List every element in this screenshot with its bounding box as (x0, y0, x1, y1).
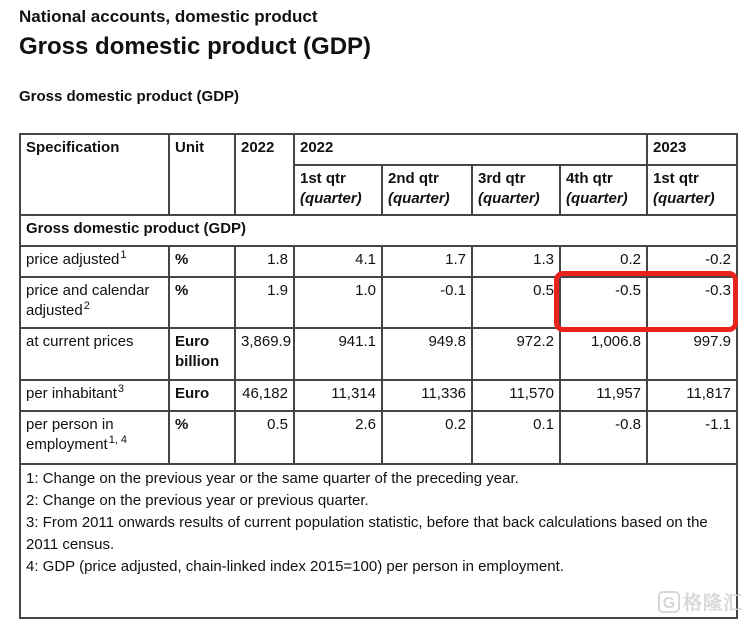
value-cell: -1.1 (647, 411, 737, 464)
row-unit: % (169, 277, 235, 328)
value-cell: -0.1 (382, 277, 472, 328)
quarter-header-q4-2022 (560, 165, 647, 215)
value-cell: 46,182 (235, 380, 294, 411)
value-cell: 0.5 (472, 277, 560, 328)
row-footnote-ref: 1 (120, 249, 127, 261)
footnotes-row (20, 464, 737, 618)
row-label (20, 277, 169, 328)
value-cell: 11,314 (294, 380, 382, 411)
row-label-text: price and calendar adjusted (26, 282, 150, 319)
quarter-label: 2nd qtr (388, 170, 439, 187)
value-cell: 11,570 (472, 380, 560, 411)
page-title: Gross domestic product (GDP) (19, 33, 372, 60)
quarter-header-q3-2022 (472, 165, 560, 215)
row-label (20, 411, 169, 464)
table-row-per-person-in-employment (20, 411, 737, 464)
value-cell: 11,336 (382, 380, 472, 411)
value-cell: 2.6 (294, 411, 382, 464)
unit-header: Unit (169, 134, 235, 215)
value-cell: 11,957 (560, 380, 647, 411)
value-cell: -0.2 (647, 246, 737, 277)
row-label-text: at current prices (26, 333, 134, 350)
quarter-header-q1-2022 (294, 165, 382, 215)
row-label (20, 328, 169, 380)
value-cell: 1,006.8 (560, 328, 647, 380)
quarter-sublabel: (quarter) (653, 190, 715, 207)
row-label (20, 380, 169, 411)
footnote-4: 4: GDP (price adjusted, chain-linked index 2015=100) per person in employment. (26, 558, 564, 575)
quarter-label: 1st qtr (653, 170, 699, 187)
row-unit: % (169, 411, 235, 464)
quarter-label: 4th qtr (566, 170, 613, 187)
year-group-2023: 2023 (647, 134, 737, 165)
table-subtitle: Gross domestic product (GDP) (19, 88, 240, 105)
row-footnote-ref: 2 (83, 300, 90, 312)
quarter-sublabel: (quarter) (566, 190, 628, 207)
value-cell: 1.0 (294, 277, 382, 328)
row-footnote-ref: 3 (117, 383, 125, 395)
watermark-logo-icon: G (658, 591, 680, 613)
value-cell: 1.3 (472, 246, 560, 277)
value-cell: 997.9 (647, 328, 737, 380)
value-cell: 11,817 (647, 380, 737, 411)
value-cell: 0.2 (382, 411, 472, 464)
table-row-price-calendar-adjusted (20, 277, 737, 328)
value-cell: 1.8 (235, 246, 294, 277)
value-cell-highlighted: -0.5 (560, 277, 647, 328)
row-unit: Euro (169, 380, 235, 411)
table-row-at-current-prices (20, 328, 737, 380)
row-unit: Euro billion (169, 328, 235, 380)
row-label-text: per inhabitant (26, 385, 117, 402)
value-cell: 949.8 (382, 328, 472, 380)
quarter-label: 3rd qtr (478, 170, 526, 187)
footnotes (20, 464, 737, 618)
footnote-2: 2: Change on the previous year or previous quarter. (26, 492, 369, 509)
value-cell: 4.1 (294, 246, 382, 277)
annual-2022-header: 2022 (235, 134, 294, 215)
quarter-sublabel: (quarter) (478, 190, 540, 207)
value-cell: 941.1 (294, 328, 382, 380)
quarter-sublabel: (quarter) (388, 190, 450, 207)
quarter-label: 1st qtr (300, 170, 346, 187)
value-cell: 1.9 (235, 277, 294, 328)
quarter-sublabel: (quarter) (300, 190, 362, 207)
row-footnote-ref: 1, 4 (108, 434, 128, 446)
gdp-table (19, 133, 738, 619)
value-cell: 1.7 (382, 246, 472, 277)
year-header-row (20, 134, 737, 165)
footnote-1: 1: Change on the previous year or the same quarter of the preceding year. (26, 470, 519, 487)
kicker-title: National accounts, domestic product (19, 7, 318, 26)
value-cell: 0.2 (560, 246, 647, 277)
quarter-header-q1-2023 (647, 165, 737, 215)
value-cell: 3,869.9 (235, 328, 294, 380)
watermark (658, 588, 743, 615)
row-label (20, 246, 169, 277)
row-label-text: price adjusted (26, 251, 120, 268)
value-cell: 972.2 (472, 328, 560, 380)
table-row-price-adjusted (20, 246, 737, 277)
row-unit: % (169, 246, 235, 277)
value-cell: 0.5 (235, 411, 294, 464)
value-cell-highlighted: -0.3 (647, 277, 737, 328)
quarter-header-q2-2022 (382, 165, 472, 215)
year-group-2022: 2022 (294, 134, 647, 165)
row-label-text: per person in employment (26, 416, 114, 453)
specification-header: Specification (20, 134, 169, 215)
watermark-text: 格隆汇 (682, 593, 743, 614)
section-header: Gross domestic product (GDP) (20, 215, 737, 246)
value-cell: 0.1 (472, 411, 560, 464)
table-row-per-inhabitant (20, 380, 737, 411)
section-header-row (20, 215, 737, 246)
footnote-3: 3: From 2011 onwards results of current population statistic, before that back calculations based on the 2011 census. (26, 514, 708, 553)
value-cell: -0.8 (560, 411, 647, 464)
